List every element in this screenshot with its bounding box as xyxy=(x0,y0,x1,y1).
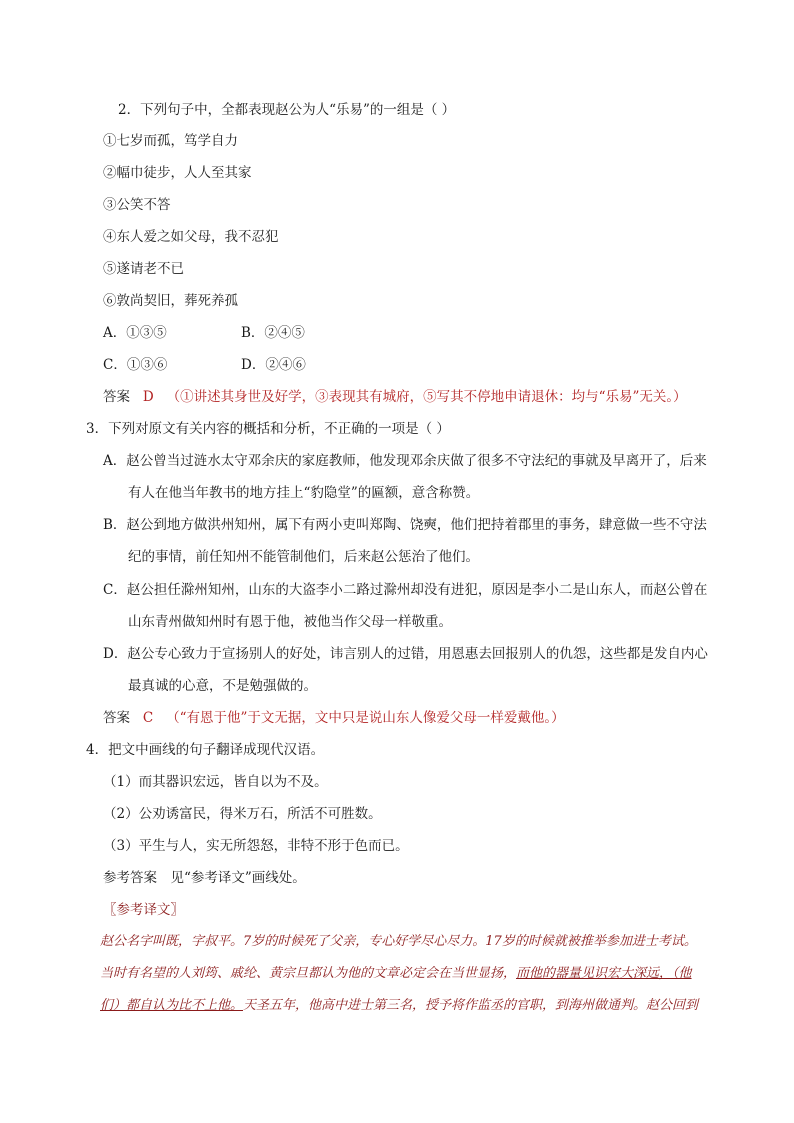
q2-option-d: D．②④⑥ xyxy=(241,357,306,373)
q3-option-b-line2: 纪的事情，前任知州不能管制他们，后来赵公惩治了他们。 xyxy=(128,549,479,565)
q4-stem: 4．把文中画线的句子翻译成现代汉语。 xyxy=(86,742,325,758)
q2-item-6: ⑥敦尚契旧，葬死养孤 xyxy=(103,293,238,309)
translation-line-3-underlined: 们）都自认为比不上他。 xyxy=(100,998,244,1013)
translation-line-3-plain: 天圣五年，他高中进士第三名，授予将作监丞的官职，到海州做通判。赵公回到 xyxy=(243,998,699,1013)
q3-option-d-line1: D．赵公专心致力于宣扬别人的好处，讳言别人的过错，用恩惠去回报别人的仇怨，这些都是发自内心 xyxy=(103,646,708,662)
q4-reference-heading: 〖参考译文〗 xyxy=(103,902,184,918)
q3-option-c-line1: C．赵公担任滁州知州，山东的大盗李小二路过滁州却没有进犯，原因是李小二是山东人，而赵公曾在 xyxy=(103,582,708,598)
translation-line-2-plain: 当时有名望的人刘筠、戚纶、黄宗旦都认为他的文章必定会在当世显扬， xyxy=(100,966,517,981)
q2-option-a: A．①③⑤ xyxy=(103,325,167,341)
translation-line-3 xyxy=(100,996,740,1016)
q3-option-a-line1: A．赵公曾当过涟水太守邓余庆的家庭教师，他发现邓余庆做了很多不守法纪的事就及早离开了，后来 xyxy=(103,453,707,469)
q3-option-a-line2: 有人在他当年教书的地方挂上“豹隐堂”的匾额，意含称赞。 xyxy=(128,485,480,501)
q2-item-2: ②幅巾徒步，人人至其家 xyxy=(103,165,252,181)
q3-answer-letter: C xyxy=(142,710,154,726)
q2-options-row-2 xyxy=(103,355,306,375)
q2-option-c: C．①③⑥ xyxy=(103,357,168,373)
q4-item-2: （2）公劝诱富民，得米万石，所活不可胜数。 xyxy=(103,806,382,822)
q3-answer-note: （“有恩于他”于文无据，文中只是说山东人像爱父母一样爱戴他。） xyxy=(166,710,565,726)
q2-options-row-1 xyxy=(103,323,305,343)
q3-option-d-line2: 最真诚的心意，不是勉强做的。 xyxy=(128,678,317,694)
q2-item-3: ③公笑不答 xyxy=(103,197,171,213)
translation-line-2-underlined: 而他的器量见识宏大深远，（他 xyxy=(516,966,692,981)
q2-option-b: B．②④⑤ xyxy=(241,325,305,341)
q2-answer-label: 答案 xyxy=(103,389,130,405)
q2-item-1: ①七岁而孤，笃学自力 xyxy=(103,133,238,149)
q2-answer xyxy=(103,387,687,407)
q4-item-3: （3）平生与人，实无所怨怒，非特不形于色而已。 xyxy=(103,838,409,854)
q3-option-c-line2: 山东青州做知州时有恩于他，被他当作父母一样敬重。 xyxy=(128,614,452,630)
q2-stem: 2．下列句子中，全都表现赵公为人“乐易”的一组是（ ） xyxy=(118,102,456,118)
q3-option-b-line1: B．赵公到地方做洪州知州，属下有两小吏叫郑陶、饶奭，他们把持着郡里的事务，肆意做一些不守法 xyxy=(103,517,707,533)
q4-item-1: （1）而其器识宏远，皆自以为不及。 xyxy=(103,774,328,790)
translation-line-1: 赵公名字叫既，字叔平。7岁的时候死了父亲，专心好学尽心尽力。17岁的时候就被推举参加进士考试。 xyxy=(100,934,697,949)
q2-answer-note: （①讲述其身世及好学，③表现其有城府，⑤写其不停地申请退休：均与“乐易”无关。） xyxy=(166,389,687,405)
q3-stem: 3．下列对原文有关内容的概括和分析，不正确的一项是（ ） xyxy=(86,421,450,437)
q3-answer xyxy=(103,708,565,728)
q4-reference-answer: 参考答案 见“参考译文”画线处。 xyxy=(103,870,306,886)
translation-line-2 xyxy=(100,964,740,984)
q2-answer-letter: D xyxy=(142,389,154,405)
q3-answer-label: 答案 xyxy=(103,710,130,726)
q2-item-4: ④东人爱之如父母，我不忍犯 xyxy=(103,229,279,245)
q2-item-5: ⑤遂请老不已 xyxy=(103,261,184,277)
